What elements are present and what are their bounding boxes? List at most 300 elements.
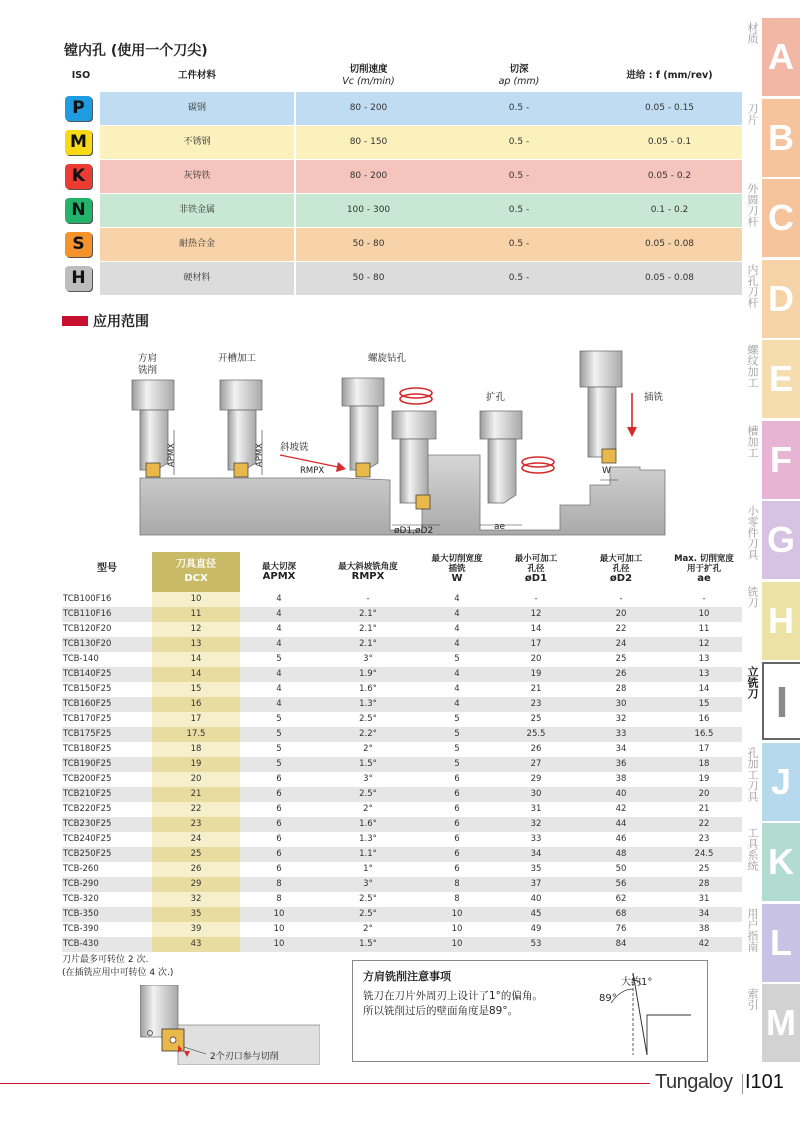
w-cell: 6 [454, 804, 460, 814]
rmpx-cell: 2° [363, 804, 373, 814]
d1-cell: 17 [530, 639, 542, 649]
w-cell: 6 [454, 864, 460, 874]
tool-plunge [580, 351, 637, 463]
d2-cell: 44 [615, 819, 627, 829]
w-cell: 4 [454, 639, 460, 649]
model-cell: TCB120F20 [63, 624, 112, 634]
index-tab-letter: D [762, 260, 800, 338]
ae-cell: 21 [698, 804, 710, 814]
model-cell: TCB-290 [63, 879, 99, 889]
w-cell: 6 [454, 774, 460, 784]
index-tab-c[interactable] [734, 179, 800, 257]
model-cell: TCB190F25 [63, 759, 112, 769]
table-row [62, 862, 742, 877]
dcx-cell: 16 [152, 697, 240, 712]
d2-cell: 38 [615, 774, 627, 784]
index-tab-label: 用户指南 [746, 907, 759, 952]
speed-cell: 100 - 300 [346, 205, 391, 215]
ae-cell: - [702, 594, 706, 604]
model-cell: TCB250F25 [63, 849, 112, 859]
d2-cell: 42 [615, 804, 627, 814]
iso-badge: S [65, 232, 92, 257]
speed-cell: 80 - 150 [349, 137, 388, 147]
speed-cell: 50 - 80 [352, 239, 385, 249]
shoulder-milling-note [352, 960, 708, 1062]
shoulder-note-text [363, 989, 543, 1019]
model-cell: TCB240F25 [63, 834, 112, 844]
d1-cell: 27 [530, 759, 542, 769]
dcx-cell: 32 [152, 892, 240, 907]
rmpx-cell: 1.9° [359, 669, 377, 679]
rmpx-cell: 3° [363, 654, 373, 664]
d1-cell: 19 [530, 669, 542, 679]
d1-cell: 31 [530, 804, 542, 814]
apmx-cell: 8 [276, 894, 282, 904]
dcx-cell: 18 [152, 742, 240, 757]
d2-cell: 48 [615, 849, 627, 859]
index-tab-f[interactable] [734, 421, 800, 499]
apmx-cell: 10 [273, 924, 285, 934]
cutting-conditions-header [62, 64, 742, 92]
model-cell: TCB175F25 [63, 729, 112, 739]
header-rmpx [318, 562, 418, 582]
angle-1-label: 大约1° [621, 977, 653, 988]
model-cell: TCB150F25 [63, 684, 112, 694]
apmx-cell: 5 [276, 654, 282, 664]
depth-cell: 0.5 - [508, 273, 530, 283]
index-tab-letter: M [762, 984, 800, 1062]
label-apmx-2: APMX [255, 443, 265, 468]
header-rmpx-line1: 最大斜坡铣角度 [338, 562, 398, 572]
feed-cell: 0.05 - 0.15 [644, 103, 695, 113]
model-cell: TCB170F25 [63, 714, 112, 724]
model-cell: TCB180F25 [63, 744, 112, 754]
rmpx-cell: 1.6° [359, 684, 377, 694]
header-d2-line3: øD2 [609, 573, 633, 584]
feed-cell: 0.05 - 0.1 [647, 137, 692, 147]
table-row [62, 607, 742, 622]
iso-cell [62, 194, 100, 227]
rmpx-cell: 2.1° [359, 609, 377, 619]
rmpx-cell: 3° [363, 879, 373, 889]
index-tab-b[interactable] [734, 99, 800, 177]
table-row [62, 622, 742, 637]
application-diagram-svg [110, 345, 670, 555]
d2-cell: 34 [615, 744, 627, 754]
w-cell: 5 [454, 714, 460, 724]
condition-row [62, 228, 742, 262]
w-cell: 8 [454, 879, 460, 889]
dcx-cell: 26 [152, 862, 240, 877]
label-plunging: 插铣 [644, 392, 664, 403]
w-cell: 4 [454, 699, 460, 709]
label-ramping: 斜坡铣 [280, 442, 309, 453]
index-tab-letter: F [762, 421, 800, 499]
label-ae: ae [494, 522, 506, 532]
apmx-cell: 4 [276, 624, 282, 634]
dcx-cell: 43 [152, 937, 240, 952]
ae-cell: 16 [698, 714, 710, 724]
speed-cell: 80 - 200 [349, 103, 388, 113]
header-d1-line3: øD1 [524, 573, 548, 584]
header-speed-line2: Vc (m/min) [342, 76, 395, 87]
apmx-cell: 4 [276, 609, 282, 619]
index-tab-e[interactable] [734, 340, 800, 418]
header-apmx-line1: 最大切深 [261, 562, 296, 572]
model-cell: TCB-320 [63, 894, 99, 904]
apmx-cell: 6 [276, 864, 282, 874]
d2-cell: 30 [615, 699, 627, 709]
d1-cell: 30 [530, 789, 542, 799]
apmx-cell: 4 [276, 639, 282, 649]
dcx-cell: 17.5 [152, 727, 240, 742]
material-cell: 碳钢 [100, 92, 294, 125]
ae-cell: 28 [698, 879, 710, 889]
iso-cell [62, 160, 100, 193]
w-cell: 4 [454, 684, 460, 694]
rmpx-cell: 1.5° [359, 759, 377, 769]
table-row [62, 772, 742, 787]
d2-cell: 32 [615, 714, 627, 724]
label-helical: 螺旋钻孔 [368, 353, 407, 364]
table-row [62, 847, 742, 862]
model-cell: TCB230F25 [63, 819, 112, 829]
d2-cell: 22 [615, 624, 627, 634]
index-tab-label: 槽加工 [746, 424, 759, 458]
dcx-cell: 23 [152, 817, 240, 832]
ae-cell: 23 [698, 834, 710, 844]
d2-cell: 40 [615, 789, 627, 799]
w-cell: 10 [451, 924, 463, 934]
index-tab-label: 内孔刀杆 [746, 263, 759, 308]
apmx-cell: 6 [276, 849, 282, 859]
header-d1-line1: 最小可加工 [514, 554, 558, 564]
angle-89-label: 89° [599, 993, 617, 1004]
dcx-cell: 35 [152, 907, 240, 922]
index-tab-label: 螺纹加工 [746, 344, 759, 388]
index-tab-label: 立铣刀 [746, 666, 759, 699]
cutting-conditions-title: 镗内孔 (使用一个刀尖) [64, 43, 208, 59]
d2-cell: 56 [615, 879, 627, 889]
rmpx-cell: 2° [363, 744, 373, 754]
rmpx-cell: 1.5° [359, 939, 377, 949]
apmx-cell: 6 [276, 819, 282, 829]
d1-cell: 53 [530, 939, 542, 949]
header-model: 型号 [97, 563, 117, 574]
iso-badge: P [65, 96, 92, 121]
index-tab-letter: B [762, 99, 800, 177]
speed-cell: 50 - 80 [352, 273, 385, 283]
apmx-cell: 5 [276, 729, 282, 739]
header-apmx-line2: APMX [262, 571, 296, 582]
table-row [62, 937, 742, 952]
ae-cell: 13 [698, 669, 710, 679]
label-w: W [602, 466, 611, 476]
ae-cell: 42 [698, 939, 710, 949]
d1-cell: 33 [530, 834, 542, 844]
index-tab-label: 刀片 [746, 102, 759, 125]
index-tab-d[interactable] [734, 260, 800, 338]
indexing-note-line1: 刀片最多可转位 2 次. [62, 955, 149, 965]
ae-cell: 16.5 [694, 729, 714, 739]
speed-cell: 80 - 200 [349, 171, 388, 181]
apmx-cell: 6 [276, 789, 282, 799]
index-tab-letter: K [762, 823, 800, 901]
header-feed: 进给 : f (mm/rev) [626, 70, 713, 81]
d1-cell: 37 [530, 879, 542, 889]
table-row [62, 907, 742, 922]
feed-cell: 0.05 - 0.08 [644, 273, 695, 283]
d1-cell: - [534, 594, 538, 604]
model-cell: TCB110F16 [63, 609, 112, 619]
index-tab-label: 铣刀 [746, 585, 759, 608]
feed-cell: 0.05 - 0.2 [647, 171, 692, 181]
index-tab-k[interactable] [734, 823, 800, 901]
tool-ramp [342, 378, 384, 477]
w-cell: 4 [454, 624, 460, 634]
index-tab-label: 材质 [746, 22, 759, 44]
dcx-cell: 22 [152, 802, 240, 817]
index-tab-j[interactable] [734, 743, 800, 821]
d2-cell: 46 [615, 834, 627, 844]
model-cell: TCB-390 [63, 924, 99, 934]
table-row [62, 697, 742, 712]
dcx-cell: 14 [152, 652, 240, 667]
label-rmpx: RMPX [300, 466, 325, 476]
ae-cell: 10 [698, 609, 710, 619]
spec-table-body [62, 592, 742, 952]
iso-cell [62, 126, 100, 159]
ae-cell: 19 [698, 774, 710, 784]
index-tab-l[interactable] [734, 904, 800, 982]
table-row [62, 682, 742, 697]
d1-cell: 40 [530, 894, 542, 904]
index-tab-h[interactable] [734, 582, 800, 660]
index-tab-label: 索引 [746, 988, 759, 1010]
label-enlarging: 扩孔 [486, 392, 506, 403]
model-cell: TCB-260 [63, 864, 99, 874]
rmpx-cell: 2.1° [359, 624, 377, 634]
section-index-tabs [734, 18, 800, 1068]
feed-cell: 0.05 - 0.08 [644, 239, 695, 249]
rmpx-cell: 2° [363, 924, 373, 934]
header-speed-line1: 切削速度 [349, 64, 388, 75]
table-row [62, 802, 742, 817]
header-w [418, 554, 496, 584]
rmpx-cell: 2.5° [359, 894, 377, 904]
w-cell: 5 [454, 744, 460, 754]
rmpx-cell: - [366, 594, 370, 604]
shoulder-note-line1: 铣刀在刀片外周刃上设计了1°的偏角。 [363, 990, 543, 1002]
material-cell: 灰铸铁 [100, 160, 294, 193]
footer-rule [0, 1083, 650, 1084]
rmpx-cell: 2.5° [359, 789, 377, 799]
d1-cell: 20 [530, 654, 542, 664]
ae-cell: 17 [698, 744, 710, 754]
d2-cell: 50 [615, 864, 627, 874]
page-number: I101 [745, 1071, 784, 1093]
d1-cell: 14 [530, 624, 542, 634]
d2-cell: 20 [615, 609, 627, 619]
w-cell: 6 [454, 849, 460, 859]
model-cell: TCB220F25 [63, 804, 112, 814]
w-cell: 10 [451, 909, 463, 919]
material-cell: 耐热合金 [100, 228, 294, 261]
condition-row [62, 262, 742, 296]
ae-cell: 13 [698, 654, 710, 664]
header-ae-line3: ae [697, 573, 711, 584]
rmpx-cell: 1.1° [359, 849, 377, 859]
table-row [62, 877, 742, 892]
table-row [62, 742, 742, 757]
model-cell: TCB100F16 [63, 594, 112, 604]
ae-cell: 12 [698, 639, 710, 649]
index-tab-a[interactable] [734, 18, 800, 96]
model-cell: TCB210F25 [63, 789, 112, 799]
index-tab-letter: H [762, 582, 800, 660]
rmpx-cell: 1.3° [359, 834, 377, 844]
tool-enlarging [480, 411, 554, 503]
w-cell: 4 [454, 669, 460, 679]
material-cell: 硬材料 [100, 262, 294, 295]
header-w-line1: 最大切削宽度 [431, 554, 483, 564]
index-tab-letter: J [762, 743, 800, 821]
dcx-cell: 10 [152, 592, 240, 607]
apmx-cell: 10 [273, 939, 285, 949]
w-cell: 6 [454, 834, 460, 844]
model-cell: TCB140F25 [63, 669, 112, 679]
apmx-cell: 10 [273, 909, 285, 919]
d2-cell: 76 [615, 924, 627, 934]
model-cell: TCB130F20 [63, 639, 112, 649]
header-depth-line1: 切深 [509, 64, 529, 75]
ae-cell: 15 [698, 699, 710, 709]
ae-cell: 14 [698, 684, 710, 694]
index-tab-label: 外圆刀杆 [746, 183, 759, 227]
apmx-cell: 4 [276, 594, 282, 604]
header-w-line3: W [451, 573, 463, 584]
index-tab-letter: C [762, 179, 800, 257]
iso-badge: N [65, 198, 92, 223]
index-tab-letter: I [762, 662, 800, 740]
w-cell: 5 [454, 729, 460, 739]
dcx-cell: 24 [152, 832, 240, 847]
header-d2 [576, 554, 666, 584]
index-tab-m[interactable] [734, 984, 800, 1062]
indexing-note [62, 954, 173, 980]
apmx-cell: 6 [276, 774, 282, 784]
header-ae-line2: 用于扩孔 [686, 564, 721, 574]
header-apmx [240, 562, 318, 582]
d2-cell: 62 [615, 894, 627, 904]
condition-row [62, 194, 742, 228]
dcx-cell: 14 [152, 667, 240, 682]
table-row [62, 757, 742, 772]
index-tab-label: 小零件刀具 [746, 505, 759, 560]
depth-cell: 0.5 - [508, 171, 530, 181]
rmpx-cell: 2.5° [359, 714, 377, 724]
table-row [62, 667, 742, 682]
cutting-conditions-table [62, 92, 742, 296]
header-rmpx-line2: RMPX [351, 571, 385, 582]
table-row [62, 592, 742, 607]
index-tab-letter: L [762, 904, 800, 982]
index-tab-label: 工具系统 [746, 827, 759, 871]
shoulder-note-line2: 所以铣削过后的壁面角度是89°。 [363, 1005, 519, 1017]
header-w-line2: 插铣 [448, 564, 466, 574]
label-apmx-1: APMX [167, 443, 177, 468]
dcx-cell: 15 [152, 682, 240, 697]
apmx-cell: 4 [276, 699, 282, 709]
ae-cell: 31 [698, 894, 710, 904]
d1-cell: 35 [530, 864, 542, 874]
depth-cell: 0.5 - [508, 103, 530, 113]
model-cell: TCB-430 [63, 939, 99, 949]
w-cell: 5 [454, 654, 460, 664]
rmpx-cell: 1° [363, 864, 373, 874]
header-dcx-line1: 刀具直径 [176, 559, 216, 570]
index-tab-letter: G [762, 501, 800, 579]
table-row [62, 787, 742, 802]
d2-cell: 84 [615, 939, 627, 949]
table-row [62, 817, 742, 832]
d2-cell: 28 [615, 684, 627, 694]
shoulder-note-title: 方肩铣削注意事项 [363, 970, 451, 983]
header-speed [296, 64, 441, 88]
d2-cell: 33 [615, 729, 627, 739]
w-cell: 6 [454, 789, 460, 799]
ae-cell: 34 [698, 909, 710, 919]
table-row [62, 832, 742, 847]
index-tab-g[interactable] [734, 501, 800, 579]
w-cell: 4 [454, 609, 460, 619]
d1-cell: 25.5 [526, 729, 546, 739]
table-row [62, 727, 742, 742]
indexing-note-line2: (在插铣应用中可转位 4 次.) [62, 968, 174, 978]
apmx-cell: 4 [276, 684, 282, 694]
dcx-cell: 29 [152, 877, 240, 892]
model-cell: TCB200F25 [63, 774, 112, 784]
index-tab-letter: A [762, 18, 800, 96]
index-tab-i[interactable] [734, 662, 800, 740]
d1-cell: 12 [530, 609, 542, 619]
spec-table-header [62, 552, 742, 592]
table-row [62, 922, 742, 937]
header-dcx-line2: DCX [184, 573, 208, 584]
dcx-cell: 20 [152, 772, 240, 787]
brand-name: Tungaloy [655, 1071, 733, 1093]
application-title: 应用范围 [93, 314, 149, 330]
dcx-cell: 25 [152, 847, 240, 862]
ae-cell: 25 [698, 864, 710, 874]
d2-cell: 68 [615, 909, 627, 919]
d1-cell: 49 [530, 924, 542, 934]
header-material: 工件材料 [177, 70, 216, 81]
apmx-cell: 6 [276, 804, 282, 814]
model-cell: TCB-140 [63, 654, 99, 664]
ae-cell: 20 [698, 789, 710, 799]
rmpx-cell: 2.2° [359, 729, 377, 739]
d2-cell: - [619, 594, 623, 604]
insert-engagement-label: 2个刃口参与切削 [210, 1052, 279, 1062]
dcx-cell: 13 [152, 637, 240, 652]
apmx-cell: 5 [276, 744, 282, 754]
header-ae-line1: Max. 切削宽度 [674, 554, 734, 564]
d2-cell: 26 [615, 669, 627, 679]
label-d1d2: øD1,øD2 [394, 526, 434, 536]
table-row [62, 712, 742, 727]
rmpx-cell: 2.1° [359, 639, 377, 649]
